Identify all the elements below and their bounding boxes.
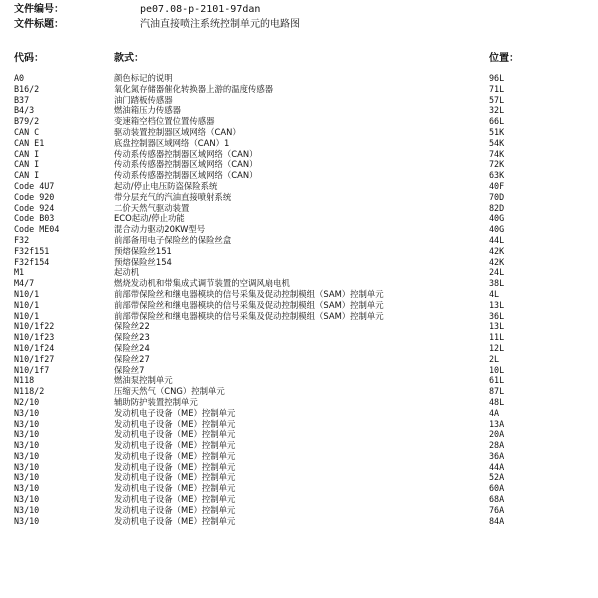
list-item (0, 289, 598, 300)
component-position: 32L (489, 105, 505, 116)
component-name: 起动机 (114, 267, 140, 278)
component-position: 40F (489, 180, 505, 191)
component-name: 发动机电子设备（ME）控制单元 (114, 461, 236, 472)
component-code: N118 (14, 375, 35, 386)
component-name: 发动机电子设备（ME）控制单元 (114, 418, 236, 429)
component-name: 发动机电子设备（ME）控制单元 (114, 483, 236, 494)
list-item (0, 267, 598, 278)
component-position: 52A (489, 472, 505, 483)
component-code: N3/10 (14, 461, 40, 472)
component-name: 传动系传感器控制器区域网络（CAN） (114, 170, 258, 181)
component-position: 36A (489, 450, 505, 461)
list-item (0, 472, 598, 483)
list-item (0, 375, 598, 386)
component-position: 44L (489, 234, 505, 245)
component-code: Code 920 (14, 191, 55, 202)
component-name: 传动系传感器控制器区域网络（CAN） (114, 148, 258, 159)
component-name: 发动机电子设备（ME）控制单元 (114, 494, 236, 505)
component-position: 70D (489, 191, 505, 202)
component-name: 发动机电子设备（ME）控制单元 (114, 472, 236, 483)
component-name: 保险丝23 (114, 332, 150, 343)
component-name: 预熔保险丝151 (114, 245, 172, 256)
list-item (0, 246, 598, 257)
component-code: Code 924 (14, 202, 55, 213)
doc-number-label: 文件编号： (14, 4, 64, 15)
component-code: N3/10 (14, 483, 40, 494)
component-name: 驱动装置控制器区域网络（CAN） (114, 126, 241, 137)
list-item (0, 386, 598, 397)
component-name: 颜色标记的说明 (114, 73, 173, 83)
component-name: 发动机电子设备（ME）控制单元 (114, 515, 236, 526)
component-code: F32f151 (14, 245, 50, 256)
component-name: 带分层充气的汽油直接喷射系统 (114, 191, 232, 202)
list-item (0, 149, 598, 160)
component-name: 发动机电子设备（ME）控制单元 (114, 407, 236, 418)
component-name: 发动机电子设备（ME）控制单元 (114, 440, 236, 451)
component-code: N3/10 (14, 440, 40, 451)
component-position: 63K (489, 170, 505, 181)
list-item (0, 311, 598, 322)
component-code: F32f154 (14, 256, 50, 267)
list-item (0, 397, 598, 408)
component-position: 4A (489, 407, 500, 418)
list-item (0, 116, 598, 127)
list-item (0, 203, 598, 214)
list-item (0, 235, 598, 246)
component-code: F32 (14, 234, 30, 245)
list-item (0, 95, 598, 106)
component-position: 61L (489, 375, 505, 386)
component-code: N3/10 (14, 504, 40, 515)
component-code: Code 4U7 (14, 180, 55, 191)
component-position: 13A (489, 418, 505, 429)
component-name: 前部带保险丝和继电器模块的信号采集及促动控制模组（SAM）控制单元 (114, 310, 384, 321)
component-position: 68A (489, 494, 505, 505)
component-code: M1 (14, 267, 25, 278)
list-item (0, 516, 598, 527)
component-name: 起动/停止电压防盗保险系统 (114, 180, 218, 191)
list-item (0, 127, 598, 138)
component-code: N118/2 (14, 386, 45, 397)
component-position: 28A (489, 440, 505, 451)
code-column-header: 代码： (14, 53, 44, 64)
list-item (0, 332, 598, 343)
doc-number-value: pe07.08-p-2101-97dan (140, 4, 261, 15)
component-name: 前部带保险丝和继电器模块的信号采集及促动控制模组（SAM）控制单元 (114, 288, 384, 299)
component-name: 变速箱空档位置位置传感器 (114, 116, 215, 127)
component-position: 54K (489, 137, 505, 148)
list-item (0, 429, 598, 440)
component-position: 96L (489, 73, 505, 83)
component-code: CAN I (14, 148, 40, 159)
component-name: 发动机电子设备（ME）控制单元 (114, 429, 236, 440)
list-item (0, 84, 598, 95)
component-code: N10/1f27 (14, 353, 55, 364)
component-code: N3/10 (14, 450, 40, 461)
component-code: Code ME04 (14, 224, 60, 235)
list-item (0, 321, 598, 332)
component-position: 74K (489, 148, 505, 159)
component-position: 36L (489, 310, 505, 321)
component-code: N10/1 (14, 288, 40, 299)
component-list (0, 73, 598, 526)
component-position: 51K (489, 126, 505, 137)
list-item (0, 419, 598, 430)
component-name: 传动系传感器控制器区域网络（CAN） (114, 159, 258, 170)
component-position: 12L (489, 342, 505, 353)
component-code: N10/1 (14, 310, 40, 321)
component-code: CAN E1 (14, 137, 45, 148)
component-position: 38L (489, 278, 505, 289)
list-item (0, 505, 598, 516)
component-position: 40G (489, 213, 505, 224)
component-code: B37 (14, 94, 30, 105)
list-item (0, 224, 598, 235)
list-item (0, 483, 598, 494)
component-name: 混合动力驱动20KW型号 (114, 224, 206, 235)
component-position: 82D (489, 202, 505, 213)
component-code: N3/10 (14, 429, 40, 440)
component-position: 10L (489, 364, 505, 375)
component-code: N2/10 (14, 396, 40, 407)
component-position: 42K (489, 256, 505, 267)
component-code: B79/2 (14, 116, 40, 127)
component-code: N10/1f24 (14, 342, 55, 353)
list-item (0, 170, 598, 181)
component-name: 燃油箱压力传感器 (114, 105, 181, 116)
component-name: 预熔保险丝154 (114, 256, 172, 267)
list-item (0, 138, 598, 149)
component-name: 燃油泵控制单元 (114, 375, 173, 386)
component-position: 44A (489, 461, 505, 472)
component-code: N3/10 (14, 418, 40, 429)
list-item (0, 105, 598, 116)
component-position: 84A (489, 515, 505, 526)
list-item (0, 343, 598, 354)
component-position: 87L (489, 386, 505, 397)
list-item (0, 300, 598, 311)
list-item (0, 181, 598, 192)
component-name: 保险丝22 (114, 321, 150, 332)
component-code: N3/10 (14, 494, 40, 505)
list-item (0, 278, 598, 289)
component-code: CAN I (14, 159, 40, 170)
component-code: N10/1f23 (14, 332, 55, 343)
component-position: 13L (489, 299, 505, 310)
component-code: N10/1f7 (14, 364, 50, 375)
component-position: 57L (489, 94, 505, 105)
component-position: 76A (489, 504, 505, 515)
component-position: 42K (489, 245, 505, 256)
component-code: CAN C (14, 126, 40, 137)
list-item (0, 462, 598, 473)
component-position: 48L (489, 396, 505, 407)
position-column-header: 位置： (489, 53, 519, 64)
component-position: 11L (489, 332, 505, 343)
component-code: N10/1 (14, 299, 40, 310)
component-name: 保险丝7 (114, 364, 145, 375)
component-position: 20A (489, 429, 505, 440)
component-name: 发动机电子设备（ME）控制单元 (114, 504, 236, 515)
component-name: 压缩天然气（CNG）控制单元 (114, 386, 225, 397)
component-code: M4/7 (14, 278, 35, 289)
list-item (0, 494, 598, 505)
name-column-header: 款式： (114, 53, 144, 64)
component-position: 72K (489, 159, 505, 170)
component-name: 二价天然气驱动装置 (114, 202, 190, 213)
list-item (0, 257, 598, 268)
component-code: B4/3 (14, 105, 35, 116)
component-code: N3/10 (14, 472, 40, 483)
component-code: N10/1f22 (14, 321, 55, 332)
list-item (0, 73, 598, 84)
component-code: B16/2 (14, 83, 40, 94)
component-position: 71L (489, 83, 505, 94)
component-name: 燃烧发动机和带集成式调节装置的空调风扇电机 (114, 278, 290, 289)
list-item (0, 365, 598, 376)
component-name: 底盘控制器区域网络（CAN）1 (114, 137, 230, 148)
component-name: 保险丝24 (114, 342, 150, 353)
component-code: A0 (14, 73, 25, 83)
list-item (0, 192, 598, 203)
list-item (0, 451, 598, 462)
list-item (0, 440, 598, 451)
list-item (0, 408, 598, 419)
component-name: 氧化氮存储器催化转换器上游的温度传感器 (114, 83, 274, 94)
component-code: N3/10 (14, 407, 40, 418)
component-position: 66L (489, 116, 505, 127)
component-name: 发动机电子设备（ME）控制单元 (114, 450, 236, 461)
list-item (0, 354, 598, 365)
component-position: 13L (489, 321, 505, 332)
component-position: 2L (489, 353, 500, 364)
component-name: 前部备用电子保险丝的保险丝盒 (114, 234, 232, 245)
component-code: Code B03 (14, 213, 55, 224)
doc-title-value: 汽油直接喷注系统控制单元的电路图 (140, 19, 300, 30)
component-name: 辅助防护装置控制单元 (114, 396, 198, 407)
list-item (0, 159, 598, 170)
component-position: 24L (489, 267, 505, 278)
component-code: N3/10 (14, 515, 40, 526)
list-item (0, 213, 598, 224)
component-position: 60A (489, 483, 505, 494)
component-name: 前部带保险丝和继电器模块的信号采集及促动控制模组（SAM）控制单元 (114, 299, 384, 310)
component-position: 4L (489, 288, 500, 299)
component-code: CAN I (14, 170, 40, 181)
component-name: ECO起动/停止功能 (114, 213, 185, 224)
doc-title-label: 文件标题： (14, 19, 64, 30)
component-position: 40G (489, 224, 505, 235)
component-name: 保险丝27 (114, 353, 150, 364)
component-name: 油门踏板传感器 (114, 94, 173, 105)
